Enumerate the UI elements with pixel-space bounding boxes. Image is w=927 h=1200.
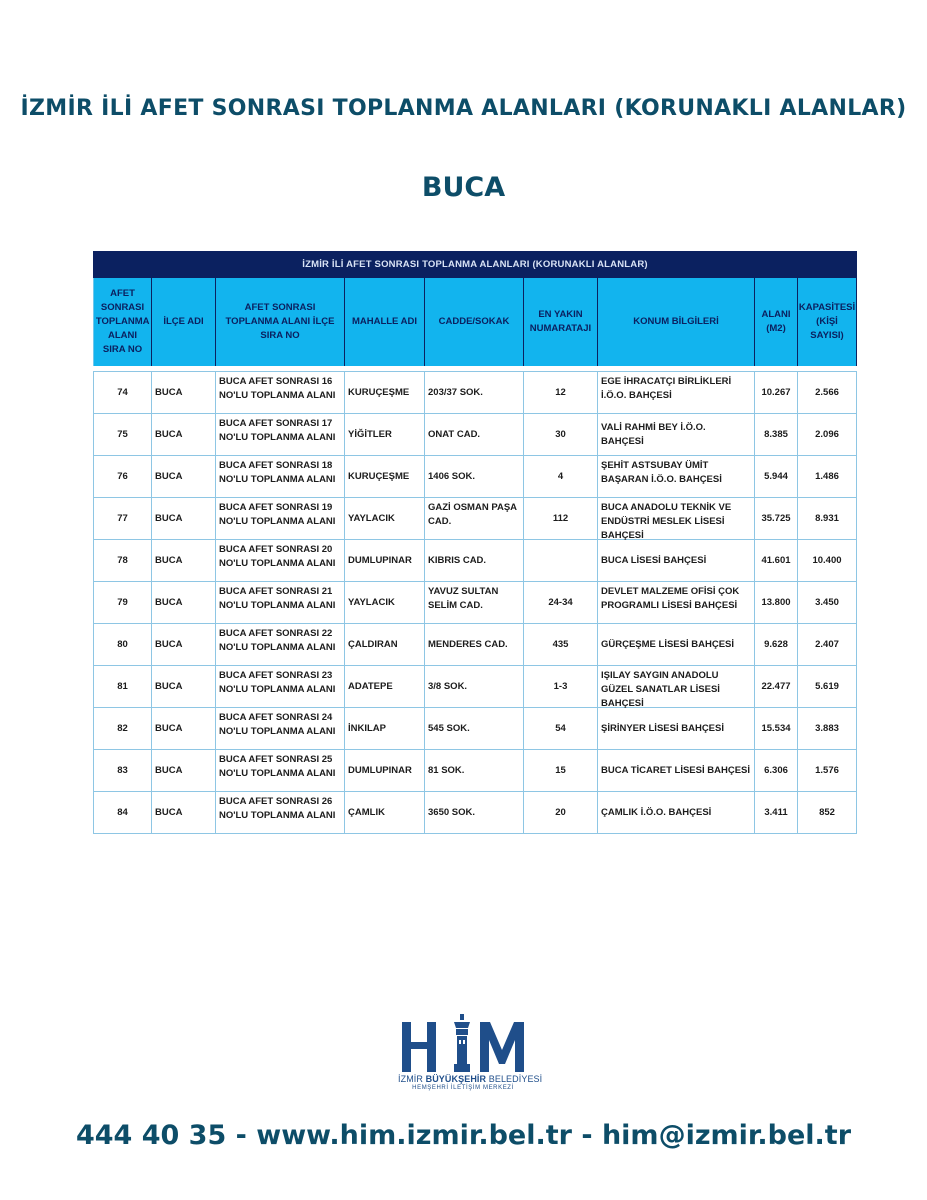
header-konum: KONUM BİLGİLERİ: [598, 278, 755, 366]
cell-toplanma-alani: BUCA AFET SONRASI 21 NO'LU TOPLANMA ALANI: [216, 582, 345, 623]
cell-kapasite: 1.486: [798, 456, 857, 497]
cell-kapasite: 2.096: [798, 414, 857, 455]
cell-mahalle: YAYLACIK: [345, 498, 425, 539]
header-cadde-sokak: CADDE/SOKAK: [425, 278, 524, 366]
cell-konum: BUCA ANADOLU TEKNİK VE ENDÜSTRİ MESLEK LİSESİ BAHÇESİ: [598, 498, 755, 539]
logo-line-municipality: İZMİR BÜYÜKŞEHİR BELEDİYESİ: [398, 1074, 543, 1084]
cell-alan-m2: 13.800: [755, 582, 798, 623]
cell-alan-m2: 41.601: [755, 540, 798, 581]
cell-kapasite: 2.407: [798, 624, 857, 665]
cell-toplanma-alani: BUCA AFET SONRASI 25 NO'LU TOPLANMA ALANI: [216, 750, 345, 791]
cell-mahalle: YAYLACIK: [345, 582, 425, 623]
cell-mahalle: İNKILAP: [345, 708, 425, 749]
cell-numarataj: 24-34: [524, 582, 598, 623]
cell-numarataj: 15: [524, 750, 598, 791]
header-alan-m2: ALANI (M2): [755, 278, 798, 366]
table-row: [93, 750, 857, 792]
cell-toplanma-alani: BUCA AFET SONRASI 19 NO'LU TOPLANMA ALANI: [216, 498, 345, 539]
cell-kapasite: 1.576: [798, 750, 857, 791]
cell-ilce: BUCA: [152, 750, 216, 791]
cell-toplanma-alani: BUCA AFET SONRASI 17 NO'LU TOPLANMA ALANI: [216, 414, 345, 455]
cell-konum: VALİ RAHMİ BEY İ.Ö.O. BAHÇESİ: [598, 414, 755, 455]
cell-toplanma-alani: BUCA AFET SONRASI 22 NO'LU TOPLANMA ALANI: [216, 624, 345, 665]
cell-cadde: 1406 SOK.: [425, 456, 524, 497]
table-row: [93, 414, 857, 456]
cell-sira-no: 79: [94, 582, 152, 623]
table-banner: İZMİR İLİ AFET SONRASI TOPLANMA ALANLARI (KORUNAKLI ALANLAR): [93, 251, 857, 278]
cell-numarataj: 1-3: [524, 666, 598, 707]
district-title: BUCA: [421, 172, 506, 203]
table-row: [93, 708, 857, 750]
cell-toplanma-alani: BUCA AFET SONRASI 16 NO'LU TOPLANMA ALANI: [216, 372, 345, 413]
header-ilce-sira-no: AFET SONRASI TOPLANMA ALANI İLÇE SIRA NO: [216, 278, 345, 366]
cell-kapasite: 10.400: [798, 540, 857, 581]
cell-sira-no: 77: [94, 498, 152, 539]
cell-ilce: BUCA: [152, 666, 216, 707]
cell-mahalle: ÇALDIRAN: [345, 624, 425, 665]
cell-mahalle: ÇAMLIK: [345, 792, 425, 833]
him-logo-mark-icon: [398, 1014, 528, 1072]
cell-sira-no: 84: [94, 792, 152, 833]
cell-kapasite: 852: [798, 792, 857, 833]
cell-konum: GÜRÇEŞME LİSESİ BAHÇESİ: [598, 624, 755, 665]
cell-cadde: ONAT CAD.: [425, 414, 524, 455]
cell-ilce: BUCA: [152, 414, 216, 455]
header-ilce-adi: İLÇE ADI: [152, 278, 216, 366]
table-body: [93, 371, 857, 834]
logo-line-center: HEMŞEHRİ İLETİŞİM MERKEZİ: [412, 1085, 514, 1091]
table-row: [93, 624, 857, 666]
cell-alan-m2: 15.534: [755, 708, 798, 749]
cell-mahalle: KURUÇEŞME: [345, 456, 425, 497]
cell-toplanma-alani: BUCA AFET SONRASI 26 NO'LU TOPLANMA ALANI: [216, 792, 345, 833]
cell-ilce: BUCA: [152, 708, 216, 749]
cell-mahalle: ADATEPE: [345, 666, 425, 707]
cell-sira-no: 80: [94, 624, 152, 665]
table-row: [93, 540, 857, 582]
cell-toplanma-alani: BUCA AFET SONRASI 20 NO'LU TOPLANMA ALANI: [216, 540, 345, 581]
cell-konum: EGE İHRACATÇI BİRLİKLERİ İ.Ö.O. BAHÇESİ: [598, 372, 755, 413]
cell-cadde: 545 SOK.: [425, 708, 524, 749]
cell-toplanma-alani: BUCA AFET SONRASI 24 NO'LU TOPLANMA ALANI: [216, 708, 345, 749]
cell-mahalle: YİĞİTLER: [345, 414, 425, 455]
cell-ilce: BUCA: [152, 624, 216, 665]
cell-konum: ÇAMLIK İ.Ö.O. BAHÇESİ: [598, 792, 755, 833]
cell-sira-no: 76: [94, 456, 152, 497]
cell-ilce: BUCA: [152, 456, 216, 497]
cell-konum: BUCA LİSESİ BAHÇESİ: [598, 540, 755, 581]
cell-mahalle: DUMLUPINAR: [345, 750, 425, 791]
cell-numarataj: 4: [524, 456, 598, 497]
cell-cadde: 203/37 SOK.: [425, 372, 524, 413]
cell-sira-no: 81: [94, 666, 152, 707]
cell-ilce: BUCA: [152, 792, 216, 833]
header-numarataj: EN YAKIN NUMARATAJI: [524, 278, 598, 366]
cell-numarataj: 30: [524, 414, 598, 455]
cell-konum: ŞEHİT ASTSUBAY ÜMİT BAŞARAN İ.Ö.O. BAHÇESİ: [598, 456, 755, 497]
table-row: [93, 372, 857, 414]
cell-kapasite: 8.931: [798, 498, 857, 539]
cell-konum: ŞİRİNYER LİSESİ BAHÇESİ: [598, 708, 755, 749]
cell-ilce: BUCA: [152, 498, 216, 539]
cell-mahalle: DUMLUPINAR: [345, 540, 425, 581]
header-kapasite: KAPASİTESİ (KİŞİ SAYISI): [798, 278, 857, 366]
cell-sira-no: 82: [94, 708, 152, 749]
table-row: [93, 582, 857, 624]
cell-kapasite: 3.883: [798, 708, 857, 749]
cell-numarataj: 435: [524, 624, 598, 665]
cell-alan-m2: 10.267: [755, 372, 798, 413]
page-title: İZMİR İLİ AFET SONRASI TOPLANMA ALANLARI (KORUNAKLI ALANLAR): [20, 96, 907, 121]
cell-kapasite: 3.450: [798, 582, 857, 623]
cell-alan-m2: 35.725: [755, 498, 798, 539]
cell-alan-m2: 3.411: [755, 792, 798, 833]
cell-kapasite: 2.566: [798, 372, 857, 413]
table-row: [93, 792, 857, 834]
cell-alan-m2: 22.477: [755, 666, 798, 707]
cell-konum: DEVLET MALZEME OFİSİ ÇOK PROGRAMLI LİSESİ BAHÇESİ: [598, 582, 755, 623]
cell-konum: IŞILAY SAYGIN ANADOLU GÜZEL SANATLAR LİSESİ BAHÇESİ: [598, 666, 755, 707]
cell-mahalle: KURUÇEŞME: [345, 372, 425, 413]
cell-ilce: BUCA: [152, 582, 216, 623]
cell-numarataj: 112: [524, 498, 598, 539]
cell-ilce: BUCA: [152, 372, 216, 413]
cell-konum: BUCA TİCARET LİSESİ BAHÇESİ: [598, 750, 755, 791]
cell-numarataj: 54: [524, 708, 598, 749]
cell-cadde: 3650 SOK.: [425, 792, 524, 833]
cell-cadde: 81 SOK.: [425, 750, 524, 791]
cell-kapasite: 5.619: [798, 666, 857, 707]
cell-cadde: YAVUZ SULTAN SELİM CAD.: [425, 582, 524, 623]
header-sira-no: AFET SONRASI TOPLANMA ALANI SIRA NO: [94, 278, 152, 366]
cell-toplanma-alani: BUCA AFET SONRASI 23 NO'LU TOPLANMA ALANI: [216, 666, 345, 707]
cell-numarataj: [524, 540, 598, 581]
cell-ilce: BUCA: [152, 540, 216, 581]
cell-sira-no: 75: [94, 414, 152, 455]
table-header: [93, 278, 857, 366]
cell-cadde: KIBRIS CAD.: [425, 540, 524, 581]
cell-alan-m2: 5.944: [755, 456, 798, 497]
cell-sira-no: 74: [94, 372, 152, 413]
cell-cadde: MENDERES CAD.: [425, 624, 524, 665]
assembly-areas-table: [93, 251, 857, 834]
cell-cadde: 3/8 SOK.: [425, 666, 524, 707]
cell-numarataj: 12: [524, 372, 598, 413]
footer-contact: 444 40 35 - www.him.izmir.bel.tr - him@izmir.bel.tr: [75, 1120, 852, 1151]
cell-alan-m2: 8.385: [755, 414, 798, 455]
cell-alan-m2: 9.628: [755, 624, 798, 665]
cell-alan-m2: 6.306: [755, 750, 798, 791]
cell-numarataj: 20: [524, 792, 598, 833]
header-mahalle-adi: MAHALLE ADI: [345, 278, 425, 366]
table-row: [93, 456, 857, 498]
him-logo: [398, 1014, 543, 1094]
table-row: [93, 666, 857, 708]
cell-cadde: GAZİ OSMAN PAŞA CAD.: [425, 498, 524, 539]
cell-toplanma-alani: BUCA AFET SONRASI 18 NO'LU TOPLANMA ALANI: [216, 456, 345, 497]
table-row: [93, 498, 857, 540]
cell-sira-no: 78: [94, 540, 152, 581]
cell-sira-no: 83: [94, 750, 152, 791]
